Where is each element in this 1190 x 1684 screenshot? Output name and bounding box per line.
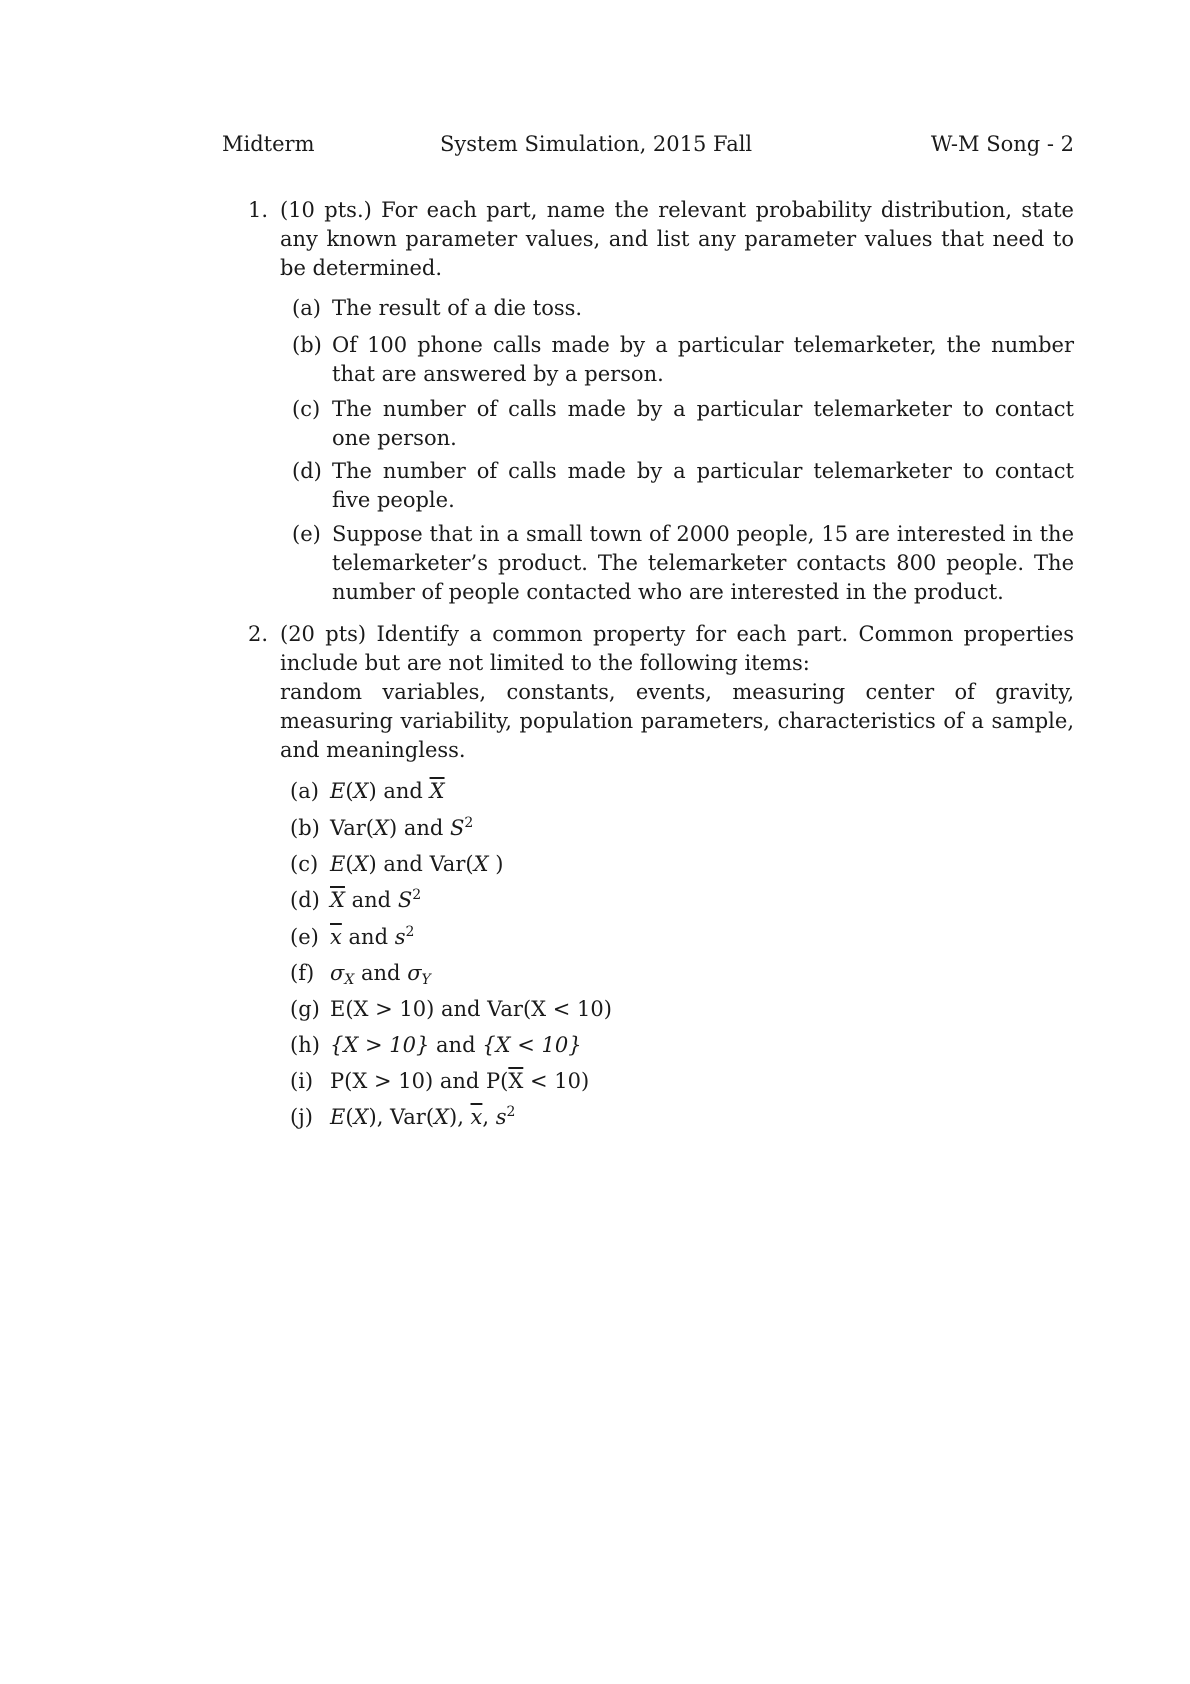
header-right: W-M Song - 2 <box>930 132 1074 156</box>
part-text: The number of calls made by a particular telemarketer to contact one person. <box>332 397 1074 450</box>
expr-sub-y: Y <box>421 972 431 988</box>
q2-part-b <box>290 814 890 843</box>
expr-and: and <box>439 1069 480 1093</box>
expr-exp: 2 <box>506 1104 516 1120</box>
expr-xbar: $\overline{x}$ <box>330 925 342 949</box>
q2-part-c <box>290 850 890 879</box>
expr-x: X <box>353 779 369 803</box>
part-label: (c) <box>292 397 321 421</box>
expr-var: Var <box>330 816 366 840</box>
expr-and: and <box>403 816 444 840</box>
expr-sigma: σ <box>330 961 345 985</box>
question-1-number: 1. <box>248 198 269 222</box>
expr-xbar: $\overline{X}$ <box>330 888 345 912</box>
part-expression: E(X) and $\overline{X}$ <box>330 779 445 803</box>
part-label: (g) <box>290 997 320 1021</box>
expr-e: E <box>330 779 346 803</box>
part-label: (a) <box>292 296 321 320</box>
q2-part-g <box>290 995 890 1024</box>
expr-exp: 2 <box>405 924 415 940</box>
part-label: (e) <box>292 522 321 546</box>
question-2-number: 2. <box>248 622 269 646</box>
part-expression <box>330 1031 890 1060</box>
part-expression: E(X > 10) and Var(X < 10) <box>330 997 612 1021</box>
question-1 <box>248 196 1074 283</box>
part-expression <box>330 959 890 988</box>
part-text: Of 100 phone calls made by a particular telemarketer, the number that are answered by a person. <box>332 333 1074 386</box>
q2-part-f <box>290 959 890 988</box>
expr-x: X <box>353 1105 369 1129</box>
q1-part-b <box>292 331 1074 389</box>
q1-part-c <box>292 395 1074 453</box>
q1-part-e <box>292 520 1074 607</box>
expr-and: and <box>436 1033 476 1057</box>
part-label: (d) <box>290 888 320 912</box>
part-expression: E(X) and Var(X ) <box>330 852 504 876</box>
expr-sub-x: X <box>344 972 355 988</box>
expr-x2: X <box>434 1105 449 1129</box>
expr-s: S <box>450 816 465 840</box>
expr-s: s <box>394 925 406 949</box>
part-label: (j) <box>290 1105 313 1129</box>
expr-var: Var <box>429 852 466 876</box>
expr-p2-open: P( <box>486 1069 509 1093</box>
part-expression <box>330 886 890 915</box>
question-2 <box>248 620 1074 765</box>
q2-part-i <box>290 1067 890 1096</box>
expr-x: X <box>374 816 389 840</box>
expr-exp: 2 <box>464 815 474 831</box>
q2-part-h <box>290 1031 890 1060</box>
expr-xbar: $\overline{X}$ <box>508 1069 524 1093</box>
expr-s: s <box>495 1105 507 1129</box>
part-label: (h) <box>290 1033 320 1057</box>
expr-exp: 2 <box>412 887 422 903</box>
expr-p1: P(X > 10) <box>330 1069 434 1093</box>
expr-set-1: {X > 10} <box>330 1033 430 1057</box>
part-text: The result of a die toss. <box>332 296 583 320</box>
expr-and: and <box>351 888 392 912</box>
part-text: The number of calls made by a particular telemarketer to contact five people. <box>332 459 1074 512</box>
expr-and: and <box>361 961 401 985</box>
q2-part-d <box>290 886 890 915</box>
question-1-text: (10 pts.) For each part, name the relevant probability distribution, state any known parameter values, and list any parameter values that need to be determined. <box>280 198 1074 280</box>
part-label: (a) <box>290 779 319 803</box>
q2-part-e <box>290 923 890 952</box>
part-label: (d) <box>292 459 322 483</box>
part-expression <box>330 1067 890 1096</box>
question-2-list: random variables, constants, events, measuring center of gravity, measuring variability, population parameters, characteristics of a sample, and meaningless. <box>280 680 1074 762</box>
expr-x2: X <box>473 852 489 876</box>
part-expression: E(X), Var(X), $\overline{x}$, $s^2$ <box>330 1104 516 1129</box>
expr-x: X <box>353 852 369 876</box>
header-center: System Simulation, 2015 Fall <box>440 132 753 156</box>
expr-xbar: $\overline{x}$ <box>470 1105 483 1129</box>
part-expression <box>330 923 890 952</box>
expr-e: E <box>330 1105 346 1129</box>
expr-var: Var <box>390 1105 426 1129</box>
expr-and: and <box>383 852 423 876</box>
expr-sigma2: σ <box>407 961 422 985</box>
question-2-text: (20 pts) Identify a common property for each part. Common properties include but are not limited to the following items: <box>280 622 1074 675</box>
expr-e: E <box>330 852 346 876</box>
part-label: (c) <box>290 852 319 876</box>
part-label: (i) <box>290 1069 314 1093</box>
part-label: (f) <box>290 961 315 985</box>
expr-s: S <box>397 888 413 912</box>
expr-and: and <box>383 779 423 803</box>
q1-part-d <box>292 457 1074 515</box>
part-label: (b) <box>292 333 322 357</box>
expr-xbar: $\overline{X}$ <box>429 779 445 803</box>
q2-part-a <box>290 777 890 806</box>
part-label: (e) <box>290 925 319 949</box>
expr-p2-close: < 10) <box>523 1069 590 1093</box>
q1-part-a <box>292 294 1074 323</box>
expr-set-2: {X < 10} <box>482 1033 582 1057</box>
part-text: Suppose that in a small town of 2000 people, 15 are interested in the telemarketer’s product. The telemarketer contacts 800 people. The number of people contacted who are interested in the product. <box>332 522 1074 604</box>
q2-part-j <box>290 1103 890 1132</box>
page-header <box>222 132 1074 162</box>
part-label: (b) <box>290 816 320 840</box>
header-left: Midterm <box>222 132 315 156</box>
part-expression: Var(X) and $S^2$ <box>330 815 474 840</box>
expr-and: and <box>348 925 389 949</box>
